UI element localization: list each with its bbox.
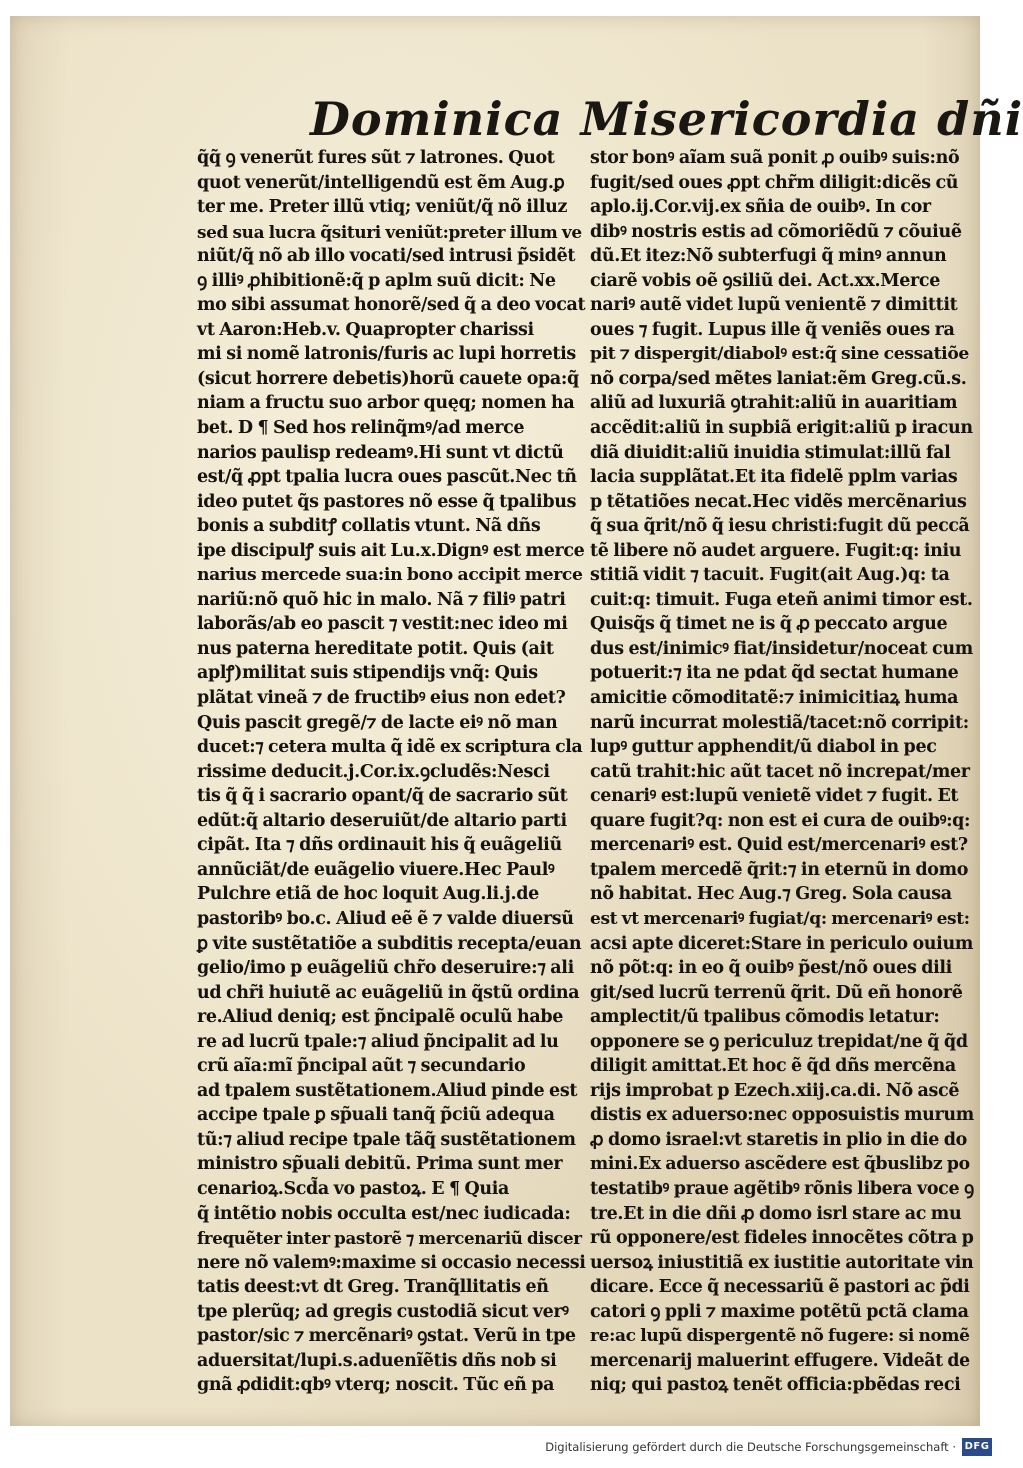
text-line: nere nõ valemꝰ:maxime si occasio necessi — [197, 1252, 586, 1273]
text-line: stor bonꝰ aĩam suã ponit ꝓ ouibꝰ suis:nõ — [590, 148, 960, 168]
text-line: tatis deest:vt dt Greg. Tranq̃llitatis eñ — [197, 1277, 549, 1298]
text-line: mi si nomẽ latronis/furis ac lupi horretis — [197, 344, 576, 365]
text-line: ipe discipulꝭ suis ait Lu.x.Dignꝰ est merce — [197, 540, 585, 561]
text-line: gelio/imo p euãgeliũ chr̃o deseruire:⁊ ali — [197, 958, 574, 979]
text-line: nariũ:nõ quõ hic in malo. Nã ⁊ filiꝰ patri — [197, 589, 566, 610]
text-line: niũt/q̃ nõ ab illo vocati/sed intrusi p̃sidẽt — [197, 246, 576, 267]
text-line: q̃q̃ ꝯ venerũt fures sũt ⁊ latrones. Quot — [197, 148, 555, 168]
text-line: dus est/inimicꝰ fiat/insidetur/noceat cum — [590, 638, 973, 659]
text-line: amicitie cõmoditatẽ:⁊ inimicitiaꝝ huma — [590, 688, 959, 709]
text-line: pastor/sic ⁊ mercẽnariꝰ ꝯstat. Verũ in tpe — [197, 1326, 576, 1347]
text-line: pit ⁊ dispergit/diabolꝰ est:q̃ sine cessatiõe — [590, 344, 969, 365]
text-line: catũ trahit:hic aũt tacet nõ increpat/mer — [590, 761, 970, 782]
text-line: aduersitat/lupi.s.aduenĩẽtis dñs nob si — [197, 1350, 557, 1371]
dfg-logo: DFG — [962, 1438, 992, 1456]
text-line: nariꝰ autẽ videt lupũ venientẽ ⁊ dimittit — [590, 295, 958, 316]
text-line: diã diuidit:aliũ inuidia stimulat:illũ fal — [590, 442, 951, 463]
text-line: potuerit:⁊ ita ne pdat q̃d sectat humane — [590, 663, 959, 684]
text-line: quare fugit?q: non est ei cura de ouibꝰ:q: — [590, 810, 971, 831]
text-line: mercenariꝰ est. Quid est/mercenariꝰ est? — [590, 835, 968, 856]
text-line: quot venerũt/intelligendũ est ẽm Aug.ꝑ — [197, 172, 565, 193]
text-line: pastoribꝰ bo.c. Aliud eẽ ẽ ⁊ valde diuersũ — [197, 908, 574, 929]
text-line: niam a fructu suo arbor quęq; nomen ha — [197, 393, 575, 414]
right-column — [590, 146, 974, 1396]
text-line: tre.Et in die dñi ꝓ domo isrl stare ac mu — [590, 1203, 962, 1224]
text-line: oues ⁊ fugit. Lupus ille q̃ veniẽs oues ra — [590, 319, 955, 340]
text-line: rijs improbat p Ezech.xiij.ca.di. Nõ ascẽ — [590, 1080, 960, 1101]
funding-credit: Digitalisierung gefördert durch die Deutsche Forschungsgemeinschaft · — [545, 1440, 956, 1454]
text-line: q̃ sua q̃rit/nõ q̃ iesu christi:fugit dũ peccã — [590, 516, 970, 537]
text-line: cipãt. Ita ⁊ dñs ordinauit his q̃ euãgeliũ — [197, 835, 562, 856]
text-line: cenarioꝝ.Scd̃a vo pastoꝝ. E ¶ Quia — [197, 1178, 510, 1199]
text-line: sed sua lucra q̃situri veniũt:preter illum ve — [197, 221, 582, 242]
text-line: aliũ ad luxuriã ꝯtrahit:aliũ in auaritiam — [590, 393, 958, 414]
text-line: narius mercede sua:in bono accipit merce — [197, 565, 583, 586]
text-line: ducet:⁊ cetera multa q̃ idẽ ex scriptura cla — [197, 737, 583, 758]
text-line: laborãs/ab eo pascit ⁊ vestit:nec ideo mi — [197, 614, 568, 635]
text-line: re ad lucrũ tpale:⁊ aliud p̃ncipalit ad lu — [197, 1031, 559, 1052]
running-head: Dominica Misericordia dñi — [310, 92, 1023, 146]
text-line: ꝑ vite sustẽtatiõe a subditis recepta/euan — [197, 933, 582, 954]
text-line: Quis pascit gregẽ/⁊ de lacte eiꝰ nõ man — [197, 712, 558, 733]
text-line: narios paulisp redeamꝰ.Hi sunt vt dictũ — [197, 442, 564, 463]
text-line: cuit:q: timuit. Fuga eteñ animi timor est. — [590, 589, 973, 610]
text-line: nõ corpa/sed mẽtes laniat:ẽm Greg.cũ.s. — [590, 368, 967, 389]
text-line: ꝓ domo israel:vt staretis in plio in die do — [590, 1129, 967, 1150]
text-line: lacia supplãtat.Et ita fidelẽ pplm varias — [590, 467, 958, 488]
text-line: re.Aliud deniq; est p̃ncipalẽ oculũ habe — [197, 1007, 564, 1028]
text-line: tẽ libere nõ audet arguere. Fugit:q: iniu — [590, 540, 962, 561]
text-line: edũt:q̃ altario deseruiũt/de altario parti — [197, 810, 567, 831]
text-line: accipe tpale ꝑ sp̃uali tanq̃ p̃ciũ adequa — [197, 1105, 555, 1126]
text-line: mo sibi assumat honorẽ/sed q̃ a deo vocat — [197, 295, 586, 316]
text-line: re:ac lupũ dispergentẽ nõ fugere: si nomẽ — [590, 1326, 970, 1347]
text-line: plãtat vineã ⁊ de fructibꝰ eius non edet? — [197, 688, 566, 709]
text-line: tũ:⁊ aliud recipe tpale tãq̃ sustẽtationem — [197, 1129, 576, 1150]
text-line: distis ex aduerso:nec opposuistis murum — [590, 1105, 974, 1126]
text-line: catori ꝯ ppli ⁊ maxime potẽtũ pctã clama — [590, 1301, 969, 1322]
text-line: tis q̃ q̃ i sacrario opant/q̃ de sacrario sũt — [197, 786, 568, 807]
text-line: cenariꝰ est:lupũ venietẽ videt ⁊ fugit. Et — [590, 786, 959, 807]
text-line: niq; qui pastoꝝ tenẽt officia:pbẽdas reci — [590, 1375, 961, 1396]
text-line: stitiã vidit ⁊ tacuit. Fugit(ait Aug.)q: ta — [590, 565, 950, 586]
text-line: Pulchre etiã de hoc loquit Aug.li.j.de — [197, 884, 539, 905]
text-line: (sicut horrere debetis)horũ cauete opa:q̃ — [197, 368, 579, 389]
text-line: annũciãt/de euãgelio viuere.Hec Paulꝰ — [197, 859, 555, 880]
text-line: tpalem mercedẽ q̃rit:⁊ in eternũ in domo — [590, 859, 969, 880]
text-line: opponere se ꝯ periculuz trepidat/ne q̃ q̃d — [590, 1031, 968, 1052]
text-line: amplectit/ũ tpalibus cõmodis letatur: — [590, 1007, 940, 1028]
text-line: gnã ꝓdidit:qbꝰ vterq; noscit. Tũc eñ pa — [197, 1375, 555, 1396]
text-line: tpe plerũq; ad gregis custodiã sicut verꝰ — [197, 1301, 569, 1322]
text-line: ad tpalem sustẽtationem.Aliud pinde est — [197, 1080, 578, 1101]
text-line: dibꝰ nostris estis ad cõmoriẽdũ ⁊ cõuiuẽ — [590, 221, 962, 242]
text-line: aplꝭ)militat suis stipendijs vnq̃: Quis — [197, 663, 538, 684]
text-line: bonis a subditꝭ collatis vtunt. Nã dñs — [197, 516, 541, 537]
text-line: vt Aaron:Heb.v. Quapropter charissi — [197, 319, 534, 340]
text-line: q̃ intẽtio nobis occulta est/nec iudicada: — [197, 1203, 571, 1224]
text-line: dũ.Et itez:Nõ subterfugi q̃ minꝰ annun — [590, 246, 947, 267]
text-line: mercenarij maluerint effugere. Videãt de — [590, 1350, 970, 1371]
text-line: ideo putet q̃s pastores nõ esse q̃ tpalibus — [197, 491, 577, 512]
text-line: nõ habitat. Hec Aug.⁊ Greg. Sola causa — [590, 884, 952, 905]
left-column — [197, 146, 587, 1396]
text-line: frequẽter inter pastorẽ ⁊ mercenariũ discer — [197, 1228, 582, 1249]
text-line: git/sed lucrũ terrenũ q̃rit. Dũ eñ honorẽ — [590, 982, 963, 1003]
text-line: crũ aĩa:mĩ p̃ncipal aũt ⁊ secundario — [197, 1056, 526, 1077]
text-line: diligit amittat.Et hoc ẽ q̃d dñs mercẽna — [590, 1056, 956, 1077]
text-line: ter me. Preter illũ vtiq; veniũt/q̃ nõ illuz — [197, 197, 568, 218]
text-line: est/q̃ ꝓpt tpalia lucra oues pascũt.Nec tñ — [197, 467, 577, 488]
text-line: ministro sp̃uali debitũ. Prima sunt mer — [197, 1154, 563, 1175]
text-line: ꝯ illiꝰ ꝓhibitionẽ:q̃ p aplm suũ dicit: Ne — [197, 270, 556, 291]
text-line: mini.Ex aduerso ascẽdere est q̃buslibz po — [590, 1154, 970, 1175]
text-line: aplo.ij.Cor.vij.ex sñia de ouibꝰ. In cor — [590, 197, 931, 218]
text-line: Quisq̃s q̃ timet ne is q̃ ꝓ peccato argue — [590, 614, 948, 635]
text-line: testatibꝰ praue agẽtibꝰ rõnis libera voce ꝯ — [590, 1178, 974, 1199]
text-line: lupꝰ guttur apphendit/ũ diabol in pec — [590, 737, 937, 758]
footer-bar — [0, 1434, 1000, 1468]
text-line: acsi apte diceret:Stare in periculo ouium — [590, 933, 973, 954]
text-line: est vt mercenariꝰ fugiat/q: mercenariꝰ est: — [590, 908, 970, 929]
text-line: fugit/sed oues ꝓpt chr̃m diligit:dicẽs cũ — [590, 172, 959, 193]
text-line: dicare. Ecce q̃ necessariũ ẽ pastori ac p̃di — [590, 1277, 970, 1298]
text-line: accẽdit:aliũ in supbiã erigit:aliũ p iracun — [590, 418, 973, 439]
book-page — [10, 16, 1023, 1426]
text-line: ciarẽ vobis oẽ ꝯsiliũ dei. Act.xx.Merce — [590, 270, 940, 291]
text-line: uersoꝝ iniustitiã ex iustitie autoritate vin — [590, 1252, 974, 1273]
text-line: rissime deducit.j.Cor.ix.ꝯcludẽs:Nesci — [197, 761, 550, 782]
text-line: ud chr̃i huiutẽ ac euãgeliũ in q̃stũ ordina — [197, 982, 580, 1003]
text-line: narũ incurrat molestiã/tacet:nõ corripit: — [590, 712, 969, 733]
text-columns — [10, 146, 980, 1396]
text-line: p tẽtatiões necat.Hec vidẽs mercẽnarius — [590, 491, 967, 512]
text-line: nõ põt:q: in eo q̃ ouibꝰ p̃est/nõ oues dili — [590, 958, 952, 979]
text-line: bet. D ¶ Sed hos relinq̃mꝰ/ad merce — [197, 418, 525, 439]
text-line: rũ opponere/est fideles innocẽtes cõtra p — [590, 1228, 974, 1249]
text-line: nus paterna hereditate potit. Quis (ait — [197, 638, 554, 659]
